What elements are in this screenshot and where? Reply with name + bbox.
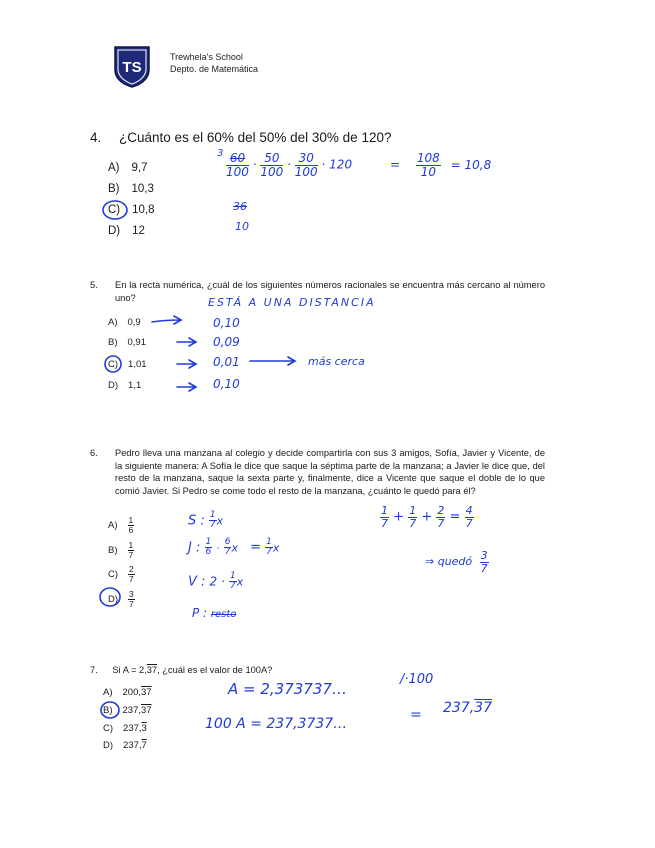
question-number: 5. xyxy=(90,280,98,290)
question-number: 7. xyxy=(90,665,98,675)
q6-work-javier: J : $\frac{1}{6}$ · $\frac{6}{7}$ x = $\frac{1}{7}$ x xyxy=(188,537,280,558)
q7-option-b[interactable]: B) 237,37 xyxy=(103,705,152,716)
q4-work-simplified: 3 xyxy=(217,148,224,159)
q6-work-result: ⇒ quedó $\frac{3}{7}$ xyxy=(425,549,488,575)
q5-option-a[interactable]: A) 0,9 xyxy=(108,317,141,328)
q4-work-extra2: 10 xyxy=(235,220,249,233)
q7-option-d[interactable]: D) 237,7 xyxy=(103,740,147,751)
q4-option-d[interactable]: D) 12 xyxy=(108,225,145,237)
q5-work-note: más cerca xyxy=(308,355,365,368)
q6-option-a[interactable]: A) $\frac{1}{6}$ xyxy=(108,515,134,535)
q5-answer-circle xyxy=(105,356,121,372)
q6-option-b[interactable]: B) $\frac{1}{7}$ xyxy=(108,540,134,560)
q5-work-distance-a: 0,10 xyxy=(213,316,240,330)
question-text-prefix: Si A = 2, xyxy=(112,665,147,675)
department-name: Depto. de Matemática xyxy=(170,64,259,74)
q7-answer-circle xyxy=(101,702,119,718)
q6-option-d[interactable]: D) $\frac{3}{7}$ xyxy=(108,589,134,609)
q5-work-distance-d: 0,10 xyxy=(213,377,240,391)
q7-option-a[interactable]: A) 200,37 xyxy=(103,687,152,698)
question-period: 37 xyxy=(146,665,158,675)
q4-answer-circle xyxy=(103,201,127,219)
q6-work-vicente: V : 2 · $\frac{1}{7}$ x xyxy=(188,571,244,592)
question-number: 6. xyxy=(90,448,98,458)
q4-option-b[interactable]: B) 10,3 xyxy=(108,183,154,195)
q4-work-product: $\frac{60}{100}$ · $\frac{50}{100}$ · $\frac{30}{100}$ · 120 xyxy=(226,151,353,179)
q5-option-d[interactable]: D) 1,1 xyxy=(108,380,142,391)
q4-option-a[interactable]: A) 9,7 xyxy=(108,162,148,174)
q6-work-sum: $\frac{1}{7}$ + $\frac{1}{7}$ + $\frac{2}{7}$ = $\frac{4}{7}$ xyxy=(381,504,473,530)
q6-option-c[interactable]: C) $\frac{2}{7}$ xyxy=(108,564,134,584)
q7-work-multiplier: /·100 xyxy=(400,672,434,687)
q4-work-extra1: 36 xyxy=(233,200,247,213)
svg-text:TS: TS xyxy=(122,59,142,76)
question-text: Pedro lleva una manzana al colegio y decide compartirla con sus 3 amigos, Sofía, Javier y Vicente, de la siguiente manera: A Sofía le dice que saque la séptima parte de la manzana; a Javier le dice que, del resto de la manzana, saque la sexta parte y, finalmente, dice a Vicente que saque el doble de lo que comió Javier. Si Pedro se come todo el resto de la manzana, ¿cuánto le quedó para él? xyxy=(115,448,545,496)
q5-arrow-d-icon xyxy=(177,383,196,391)
q7-work-line1: A = 2,373737… xyxy=(228,680,347,698)
q6-work-pedro: P : resto xyxy=(192,606,237,620)
q5-work-distance-b: 0,09 xyxy=(213,335,240,349)
question-number: 4. xyxy=(90,130,102,145)
q5-arrow-a-icon xyxy=(152,316,181,324)
q7-work-equals: = xyxy=(410,707,422,723)
q5-arrow-b-icon xyxy=(177,338,196,346)
question-text: ¿Cuánto es el 60% del 50% del 30% de 120? xyxy=(119,130,392,145)
q7-option-c[interactable]: C) 237,3 xyxy=(103,723,147,734)
q5-work-distance-c: 0,01 xyxy=(213,355,240,369)
q6-answer-circle xyxy=(100,588,120,606)
q5-arrow-note-icon xyxy=(250,357,295,365)
q5-option-c[interactable]: C) 1,01 xyxy=(108,359,147,370)
question-text-suffix: , ¿cuál es el valor de 100A? xyxy=(157,665,273,675)
q4-option-c[interactable]: C) 10,8 xyxy=(108,204,155,216)
question-text: En la recta numérica, ¿cuál de los siguientes números racionales se encuentra más cercano al número uno? xyxy=(115,280,545,303)
q7-work-line2: 100 A = 237,3737… xyxy=(205,716,348,732)
q4-work-result: = $\frac{108}{10}$ = 10,8 xyxy=(390,151,492,179)
q5-option-b[interactable]: B) 0,91 xyxy=(108,337,146,348)
q7-work-result: 237,37 xyxy=(443,700,492,716)
q6-work-sofia: S : $\frac{1}{7}$ x xyxy=(188,510,224,531)
q5-work-heading: ESTÁ A UNA DISTANCIA xyxy=(208,296,376,309)
q5-arrow-c-icon xyxy=(177,360,196,368)
school-name: Trewhela's School xyxy=(170,52,243,62)
